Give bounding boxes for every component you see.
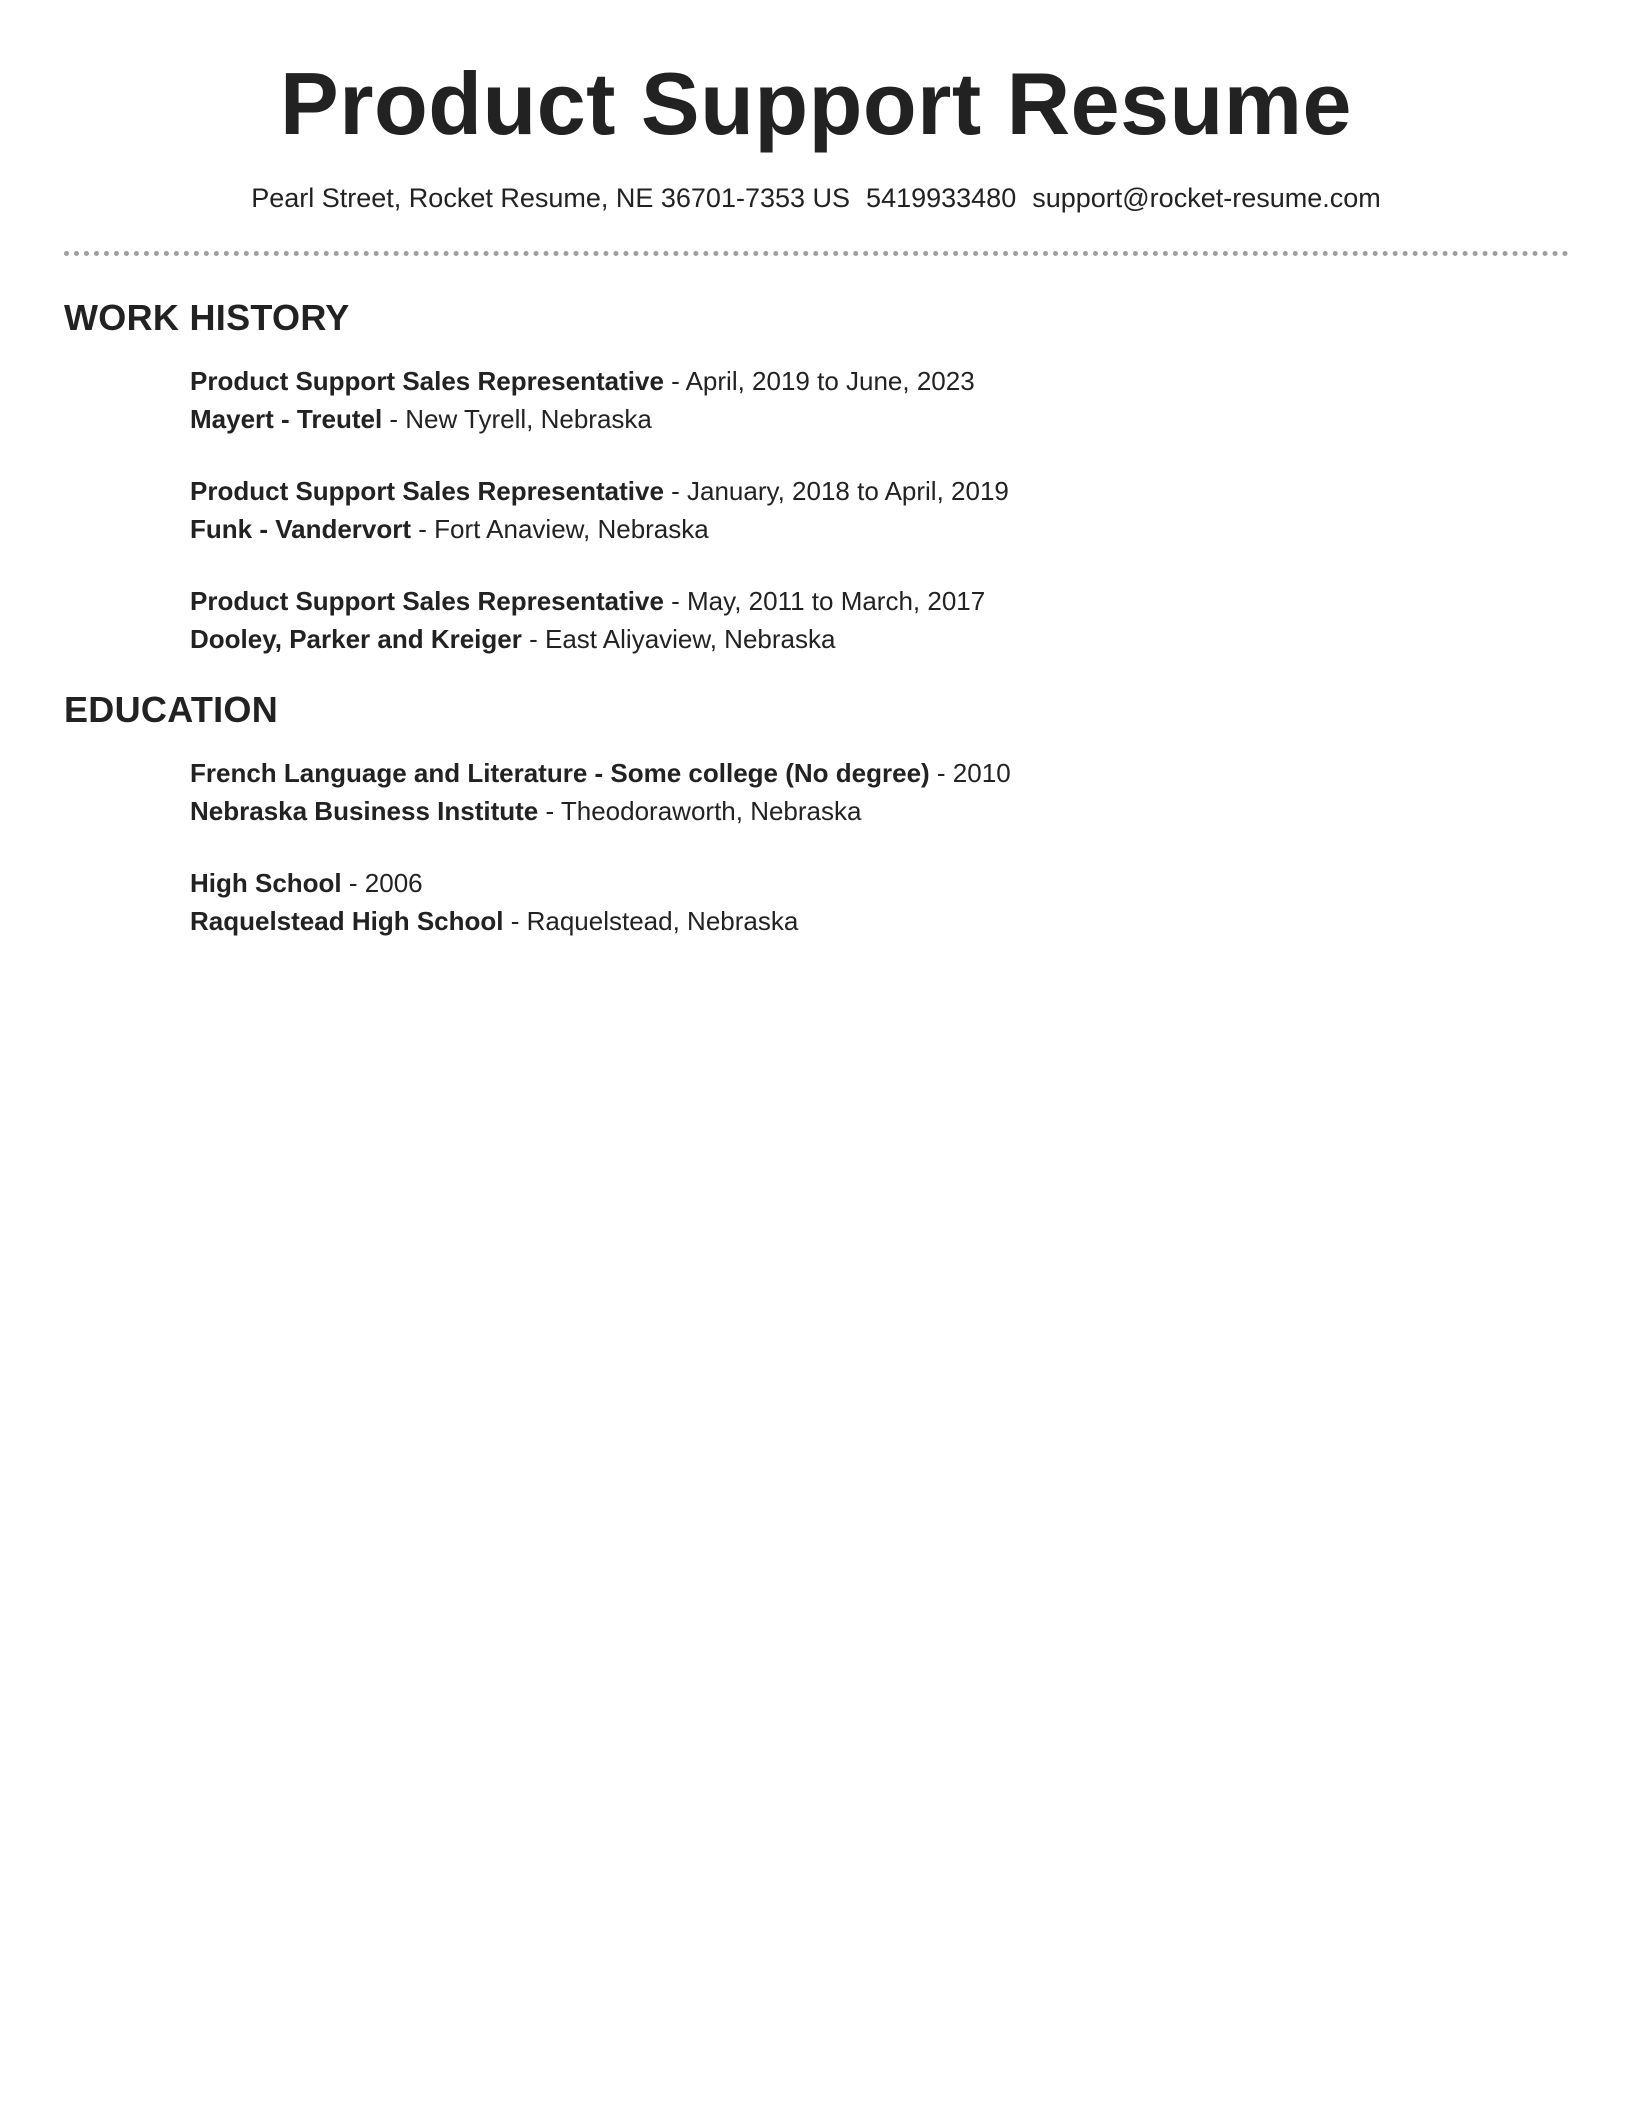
education-entry-school-line (190, 902, 798, 940)
header-divider (64, 251, 1569, 256)
contact-info (0, 180, 1632, 216)
job-dates: - January, 2018 to April, 2019 (663, 476, 1009, 506)
job-title: Product Support Sales Representative (190, 366, 664, 396)
company-location: - East Aliyaview, Nebraska (521, 624, 836, 654)
company-name: Mayert - Treutel (190, 404, 383, 434)
company-location: - Fort Anaview, Nebraska (411, 514, 709, 544)
job-dates: - April, 2019 to June, 2023 (663, 366, 975, 396)
education-heading: EDUCATION (64, 689, 279, 730)
work-entry-title-line (190, 362, 975, 400)
work-entry (190, 362, 975, 438)
company-name: Funk - Vandervort (190, 514, 412, 544)
work-history-heading: WORK HISTORY (64, 297, 350, 338)
degree-year: - 2006 (341, 868, 423, 898)
education-entry (190, 754, 1011, 830)
work-entry (190, 582, 985, 658)
company-location: - New Tyrell, Nebraska (382, 404, 652, 434)
work-entry (190, 472, 1009, 548)
job-title: Product Support Sales Representative (190, 476, 664, 506)
work-entry-company-line (190, 620, 985, 658)
work-entry-title-line (190, 582, 985, 620)
education-entry (190, 864, 798, 940)
page-title: Product Support Resume (280, 54, 1352, 153)
school-location: - Theodoraworth, Nebraska (538, 796, 862, 826)
job-dates: - May, 2011 to March, 2017 (663, 586, 986, 616)
work-entry-company-line (190, 510, 1009, 548)
work-entry-company-line (190, 400, 975, 438)
school-location: - Raquelstead, Nebraska (503, 906, 799, 936)
education-entry-degree-line (190, 864, 798, 902)
job-title: Product Support Sales Representative (190, 586, 664, 616)
company-name: Dooley, Parker and Kreiger (190, 624, 522, 654)
contact-phone: 5419933480 (866, 183, 1017, 213)
degree-name: High School (190, 868, 342, 898)
school-name: Nebraska Business Institute (190, 796, 539, 826)
work-entry-title-line (190, 472, 1009, 510)
degree-year: - 2010 (929, 758, 1011, 788)
school-name: Raquelstead High School (190, 906, 504, 936)
degree-name: French Language and Literature - Some college (No degree) (190, 758, 930, 788)
education-entry-school-line (190, 792, 1011, 830)
education-entry-degree-line (190, 754, 1011, 792)
contact-address: Pearl Street, Rocket Resume, NE 36701-7353 US (251, 183, 851, 213)
contact-email: support@rocket-resume.com (1032, 183, 1381, 213)
